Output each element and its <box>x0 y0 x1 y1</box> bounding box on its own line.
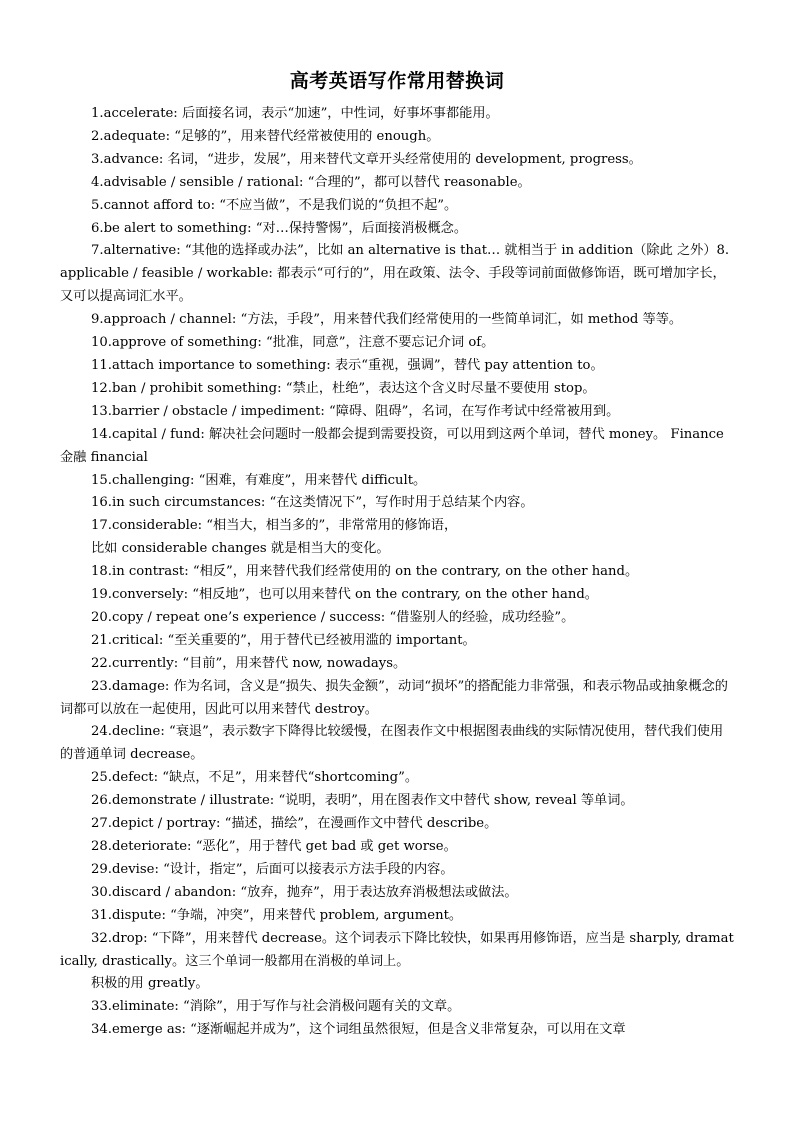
entry-paragraph: 15.challenging: “困难，有难度”，用来替代 difficult。 <box>91 472 427 488</box>
entry-paragraph: 28.deteriorate: “恶化”，用于替代 get bad 或 get worse。 <box>91 839 457 854</box>
entry-paragraph: 33.eliminate: “消除”，用于写作与社会消极问题有关的文章。 <box>91 999 461 1015</box>
entry-paragraph: 18.in contrast: “相反”，用来替代我们经常使用的 on the contrary, on the other hand。 <box>91 564 639 580</box>
entry-paragraph: 11.attach importance to something: 表示“重视，强调”，替代 pay attention to。 <box>91 357 604 373</box>
entry-paragraph: 5.cannot afford to: “不应当做”，不是我们说的“负担不起”。 <box>91 197 458 213</box>
entry-paragraph: 26.demonstrate / illustrate: “说明，表明”，用在图表作文中替代 show, reveal 等单词。 <box>91 793 634 809</box>
entry-paragraph: 21.critical: “至关重要的”，用于替代已经被用滥的 important。 <box>91 632 476 648</box>
entry-paragraph: 2.adequate: “足够的”，用来替代经常被使用的 enough。 <box>91 128 440 144</box>
entry-paragraph: 3.advance: 名词，“进步，发展”，用来替代文章开头经常使用的 development, progress。 <box>91 151 642 167</box>
entry-paragraph: 10.approve of something: “批准，同意”，注意不要忘记介词 of。 <box>91 335 495 351</box>
entry-paragraph: 27.depict / portray: “描述，描绘”，在漫画作文中替代 describe。 <box>91 816 498 832</box>
page-title: 高考英语写作常用替换词 <box>289 70 505 92</box>
entry-paragraph: 32.drop: “下降”，用来替代 decrease。这个词表示下降比较快，如果再用修饰语，应当是 sharply, dramatically, drastically。这三个单词一般都用在消极的单词上。 <box>60 930 734 969</box>
entry-paragraph: 22.currently: “目前”，用来替代 now, nowadays。 <box>91 655 407 671</box>
entry-paragraph: 4.advisable / sensible / rational: “合理的”，都可以替代 reasonable。 <box>91 174 531 190</box>
entry-paragraph: 1.accelerate: 后面接名词，表示“加速”，中性词，好事坏事都能用。 <box>91 106 499 121</box>
entry-paragraph: 24.decline: “衰退”，表示数字下降得比较缓慢，在图表作文中根据图表曲线的实际情况使用，替代我们使用的普通单词 decrease。 <box>60 724 724 763</box>
document-body <box>60 103 736 1042</box>
entry-paragraph: 积极的用 greatly。 <box>91 976 209 992</box>
entry-paragraph: 23.damage: 作为名词，含义是“损失、损失金额”，动词“损坏”的搭配能力非常强，和表示物品或抽象概念的词都可以放在一起使用，因此可以用来替代 destroy。 <box>60 678 728 717</box>
entry-paragraph: 7.alternative: “其他的选择或办法”，比如 an alternative is that… 就相当于 in addition（除此 之外）8. applicable / feasible / workable: 都表示“可行的”，用在政策、法令、手段等词前面做修饰语，既可增加字长，又可以提高词汇水平。 <box>60 243 730 305</box>
entry-paragraph: 30.discard / abandon: “放弃，抛弃”，用于表达放弃消极想法或做法。 <box>91 884 518 900</box>
entry-paragraph: 25.defect: “缺点，不足”，用来替代“shortcoming”。 <box>91 770 419 786</box>
entry-paragraph: 14.capital / fund: 解决社会问题时一般都会提到需要投资，可以用到这两个单词，替代 money。 Finance 金融 financial <box>60 426 724 465</box>
entry-paragraph: 19.conversely: “相反地”，也可以用来替代 on the contrary, on the other hand。 <box>91 587 598 603</box>
entry-paragraph: 6.be alert to something: “对…保持警惕”，后面接消极概念。 <box>91 220 468 236</box>
entry-paragraph: 31.dispute: “争端，冲突”，用来替代 problem, argument。 <box>91 907 463 923</box>
entry-paragraph: 29.devise: “设计，指定”，后面可以接表示方法手段的内容。 <box>91 861 454 877</box>
entry-paragraph: 13.barrier / obstacle / impediment: “障碍、阻碍”，名词，在写作考试中经常被用到。 <box>91 403 620 419</box>
entry-paragraph: 34.emerge as: “逐渐崛起并成为”，这个词组虽然很短，但是含义非常复杂，可以用在文章 <box>91 1022 626 1038</box>
entry-paragraph: 17.considerable: “相当大，相当多的”，非常常用的修饰语， <box>91 518 458 534</box>
entry-paragraph: 比如 considerable changes 就是相当大的变化。 <box>91 541 390 557</box>
entry-paragraph: 12.ban / prohibit something: “禁止，杜绝”，表达这个含义时尽量不要使用 stop。 <box>91 380 596 396</box>
entry-paragraph: 9.approach / channel: “方法，手段”，用来替代我们经常使用的一些简单词汇，如 method 等等。 <box>91 312 683 328</box>
entry-paragraph: 20.copy / repeat one’s experience / success: “借鉴别人的经验，成功经验”。 <box>91 609 575 625</box>
entry-paragraph: 16.in such circumstances: “在这类情况下”，写作时用于总结某个内容。 <box>91 495 534 511</box>
